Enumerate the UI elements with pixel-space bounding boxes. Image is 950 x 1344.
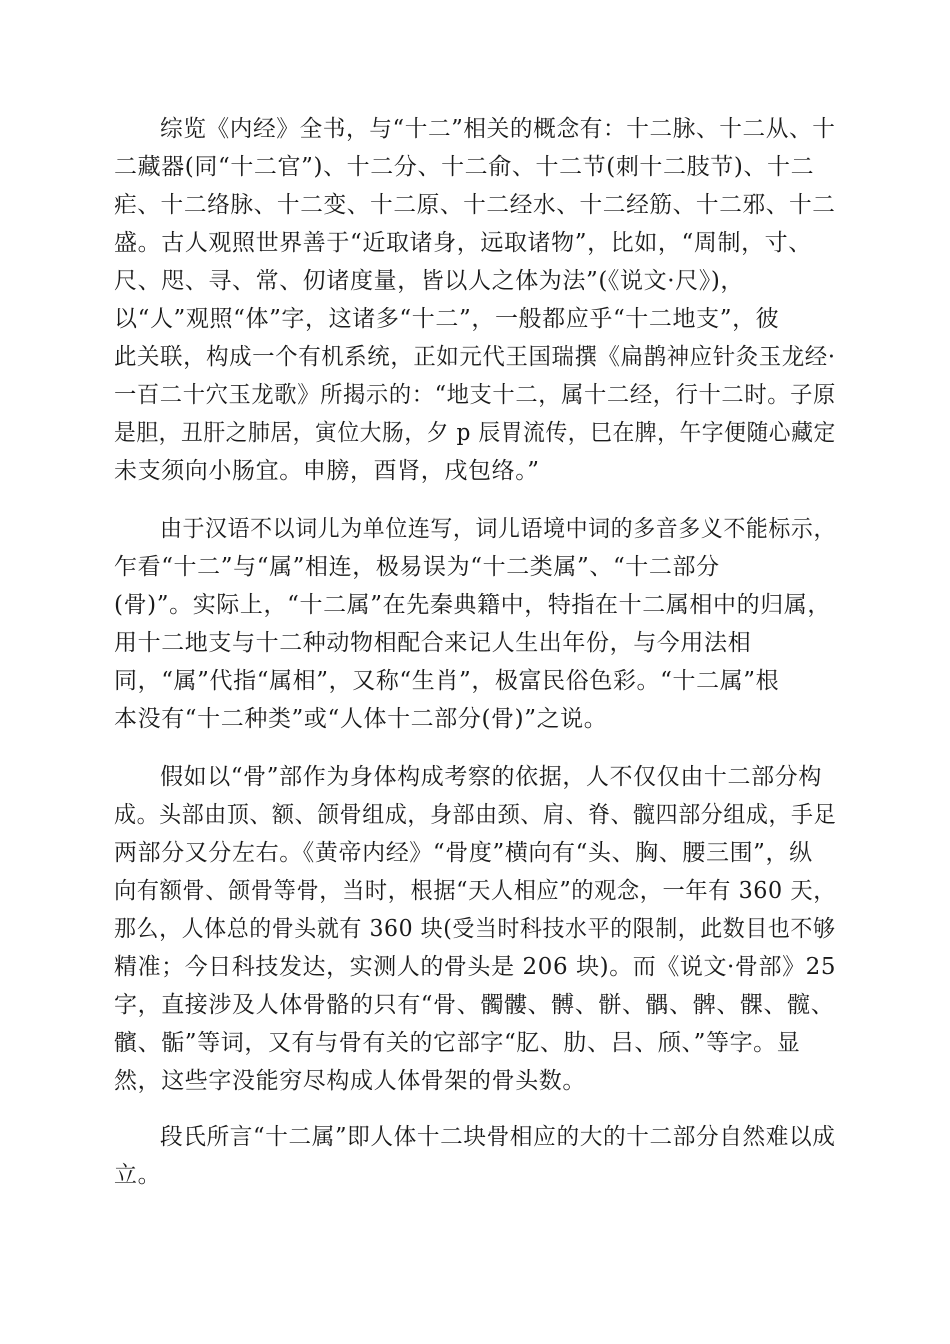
text-line: 假如以“骨”部作为身体构成考察的依据，人不仅仅由十二部分构 <box>160 764 822 790</box>
text-line: 字，直接涉及人体骨骼的只有“骨、髑髏、髆、骿、髃、髀、髁、髋、 <box>114 992 835 1018</box>
text-line: 用十二地支与十二种动物相配合来记人生出年份，与今用法相 <box>114 630 752 656</box>
text-line: 盛。古人观照世界善于“近取诸身，远取诸物”，比如，“周制，寸、 <box>114 230 812 256</box>
text-line: 一百二十穴玉龙歌》所揭示的：“地支十二，属十二经，行十二时。子原 <box>114 382 836 408</box>
text-line: 疟、十二络脉、十二变、十二原、十二经水、十二经筋、十二邪、十二 <box>114 192 836 218</box>
text-line: 髕、骺”等词，又有与骨有关的它部字“肊、肋、吕、颀、”等字。显 <box>114 1030 801 1056</box>
text-line: 尺、咫、寻、常、仞诸度量，皆以人之体为法”(《说文·尺》)， <box>114 268 745 294</box>
text-line: 然，这些字没能穷尽构成人体骨架的骨头数。 <box>114 1068 586 1094</box>
text-line: 段氏所言“十二属”即人体十二块骨相应的大的十二部分自然难以成 <box>160 1124 836 1150</box>
text-line: 精准；今日科技发达，实测人的骨头是 206 块)。而《说文·骨部》25 <box>114 954 837 980</box>
text-line: 向有额骨、颌骨等骨，当时，根据“天人相应”的观念，一年有 360 天， <box>114 878 837 904</box>
text-line: 那么，人体总的骨头就有 360 块(受当时科技水平的限制，此数目也不够 <box>114 916 836 942</box>
text-line: 综览《内经》全书，与“十二”相关的概念有：十二脉、十二从、十 <box>160 116 836 142</box>
text-line: 本没有“十二种类”或“人体十二部分(骨)”之说。 <box>114 706 608 732</box>
text-line: 立。 <box>114 1162 162 1188</box>
text-line: 由于汉语不以词儿为单位连写，词儿语境中词的多音多义不能标示， <box>160 516 836 542</box>
text-line: 乍看“十二”与“属”相连，极易误为“十二类属”、“十二部分 <box>114 554 720 580</box>
text-line: 是胆，丑肝之肺居，寅位大肠，夕 p 辰胃流传，巳在脾，午字便随心藏定 <box>114 420 836 446</box>
text-line: 未支须向小肠宜。申膀，酉肾，戌包络。” <box>114 458 540 484</box>
text-line: 以“人”观照“体”字，这诸多“十二”，一般都应乎“十二地支”，彼 <box>114 306 780 332</box>
text-line: (骨)”。实际上，“十二属”在先秦典籍中，特指在十二属相中的归属， <box>114 592 832 618</box>
text-line: 同，“属”代指“属相”，又称“生肖”，极富民俗色彩。“十二属”根 <box>114 668 780 694</box>
text-line: 此关联，构成一个有机系统，正如元代王国瑞撰《扁鹊神应针灸玉龙经· <box>114 344 836 370</box>
text-line: 二藏器(同“十二官”)、十二分、十二俞、十二节(刺十二肢节)、十二 <box>114 154 815 180</box>
text-line: 两部分又分左右。《黄帝内经》“骨度”横向有“头、胸、腰三围”，纵 <box>114 840 813 866</box>
text-line: 成。头部由顶、额、颌骨组成，身部由颈、肩、脊、髋四部分组成，手足 <box>114 802 837 828</box>
